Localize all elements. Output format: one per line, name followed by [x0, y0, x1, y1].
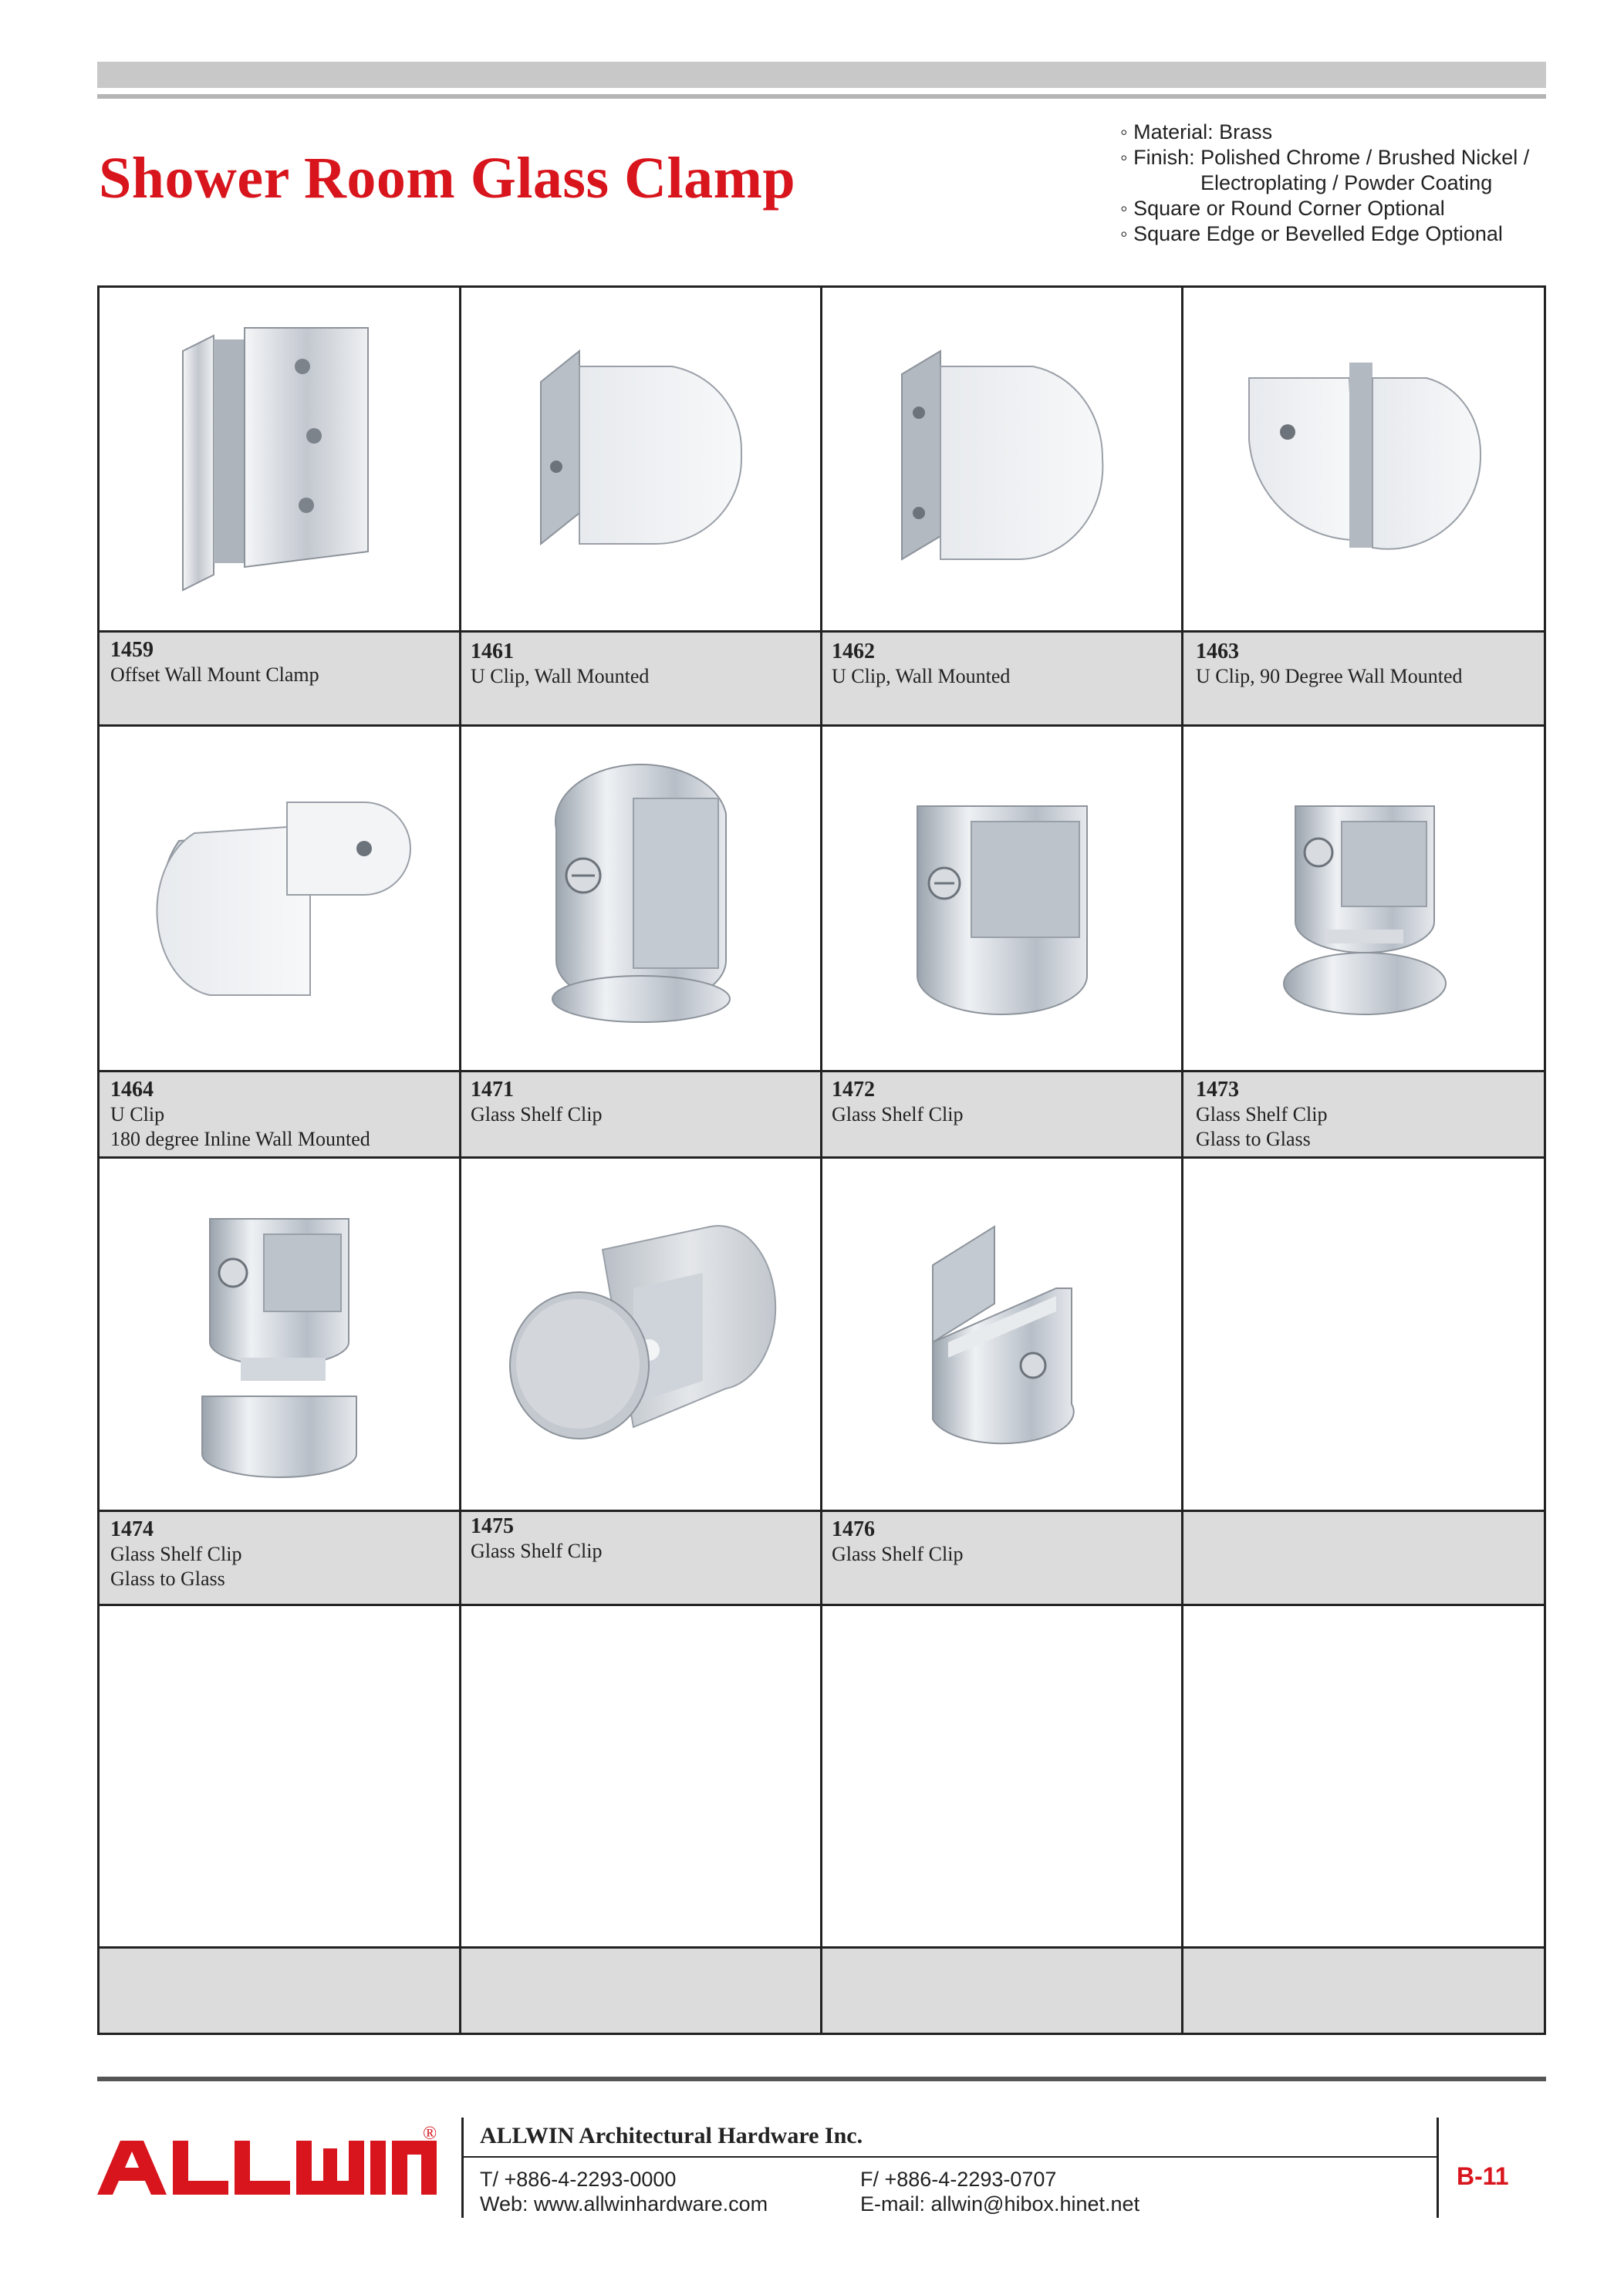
- fax-number: F/ +886-4-2293-0707: [860, 2168, 1057, 2191]
- company-name: ALLWIN Architectural Hardware Inc.: [480, 2123, 863, 2148]
- product-grid: [97, 285, 1546, 2035]
- product-caption: [110, 1517, 241, 1591]
- u-clip-90-icon: [1183, 288, 1546, 630]
- shelf-clip-round-icon: [461, 727, 820, 1070]
- product-caption: [110, 638, 319, 687]
- product-code: 1459: [110, 638, 154, 662]
- product-code: 1463: [1196, 640, 1239, 663]
- phone-number: T/ +886-4-2293-0000: [480, 2168, 677, 2191]
- product-code: 1464: [110, 1078, 154, 1102]
- product-caption: [110, 1078, 370, 1152]
- product-caption: [1196, 640, 1462, 689]
- product-code: 1473: [1196, 1078, 1239, 1102]
- product-caption: [471, 1078, 602, 1127]
- u-clip-180-icon: [100, 727, 459, 1070]
- product-caption: [832, 1517, 963, 1567]
- product-caption: [471, 640, 649, 689]
- footer-rule: [97, 2077, 1546, 2081]
- product-desc: Glass Shelf Clip: [110, 1543, 242, 1565]
- product-caption: [471, 1514, 602, 1564]
- shelf-clip-glass-to-glass-icon: [100, 1159, 459, 1510]
- shelf-clip-glass-to-glass-icon: [1183, 727, 1546, 1070]
- spec-finish: ◦ Finish: Polished Chrome / Brushed Nickel /: [1120, 146, 1530, 169]
- website-link[interactable]: Web: www.allwinhardware.com: [480, 2192, 768, 2216]
- product-desc: Glass Shelf Clip: [1196, 1103, 1328, 1126]
- product-code: 1475: [471, 1514, 514, 1538]
- u-clip-square-icon: [822, 288, 1181, 630]
- footer-divider: [463, 2156, 1437, 2158]
- product-desc: Glass to Glass: [1196, 1128, 1311, 1150]
- shelf-clip-icon: [822, 727, 1181, 1070]
- product-desc: Glass Shelf Clip: [832, 1543, 964, 1565]
- product-desc: Glass Shelf Clip: [471, 1540, 603, 1562]
- spec-material: ◦ Material: Brass: [1120, 120, 1273, 143]
- header-rule: [97, 94, 1546, 99]
- product-caption: [1196, 1078, 1327, 1152]
- page-number: B-11: [1457, 2162, 1509, 2190]
- product-desc: Offset Wall Mount Clamp: [110, 663, 319, 686]
- product-desc: U Clip, Wall Mounted: [471, 665, 650, 687]
- product-code: 1461: [471, 640, 514, 663]
- u-clip-icon: [461, 288, 820, 630]
- shelf-clip-flat-icon: [822, 1159, 1181, 1510]
- email-link[interactable]: E-mail: allwin@hibox.hinet.net: [860, 2192, 1140, 2216]
- brand-logo: [97, 2125, 437, 2214]
- product-code: 1472: [832, 1078, 875, 1102]
- product-code: 1474: [110, 1517, 154, 1541]
- spec-corner: ◦ Square or Round Corner Optional: [1120, 197, 1445, 220]
- product-code: 1471: [471, 1078, 514, 1102]
- product-code: 1476: [832, 1517, 875, 1541]
- shelf-clip-cylinder-icon: [461, 1159, 820, 1510]
- registered-mark: ®: [423, 2125, 437, 2144]
- product-code: 1462: [832, 640, 875, 663]
- offset-hinge-clamp-icon: [100, 288, 459, 630]
- spec-list: [1120, 120, 1529, 247]
- spec-finish-continued: Electroplating / Powder Coating: [1200, 171, 1493, 194]
- spec-edge: ◦ Square Edge or Bevelled Edge Optional: [1120, 222, 1503, 245]
- footer-divider: [1437, 2118, 1439, 2218]
- product-desc: 180 degree Inline Wall Mounted: [110, 1128, 370, 1150]
- footer-divider: [461, 2118, 464, 2218]
- product-desc: U Clip, Wall Mounted: [832, 665, 1011, 687]
- page-title: Shower Room Glass Clamp: [99, 146, 796, 211]
- product-desc: Glass Shelf Clip: [832, 1103, 964, 1126]
- product-caption: [832, 1078, 963, 1127]
- product-desc: Glass Shelf Clip: [471, 1103, 603, 1126]
- product-desc: Glass to Glass: [110, 1568, 225, 1590]
- product-desc: U Clip, 90 Degree Wall Mounted: [1196, 665, 1463, 687]
- product-caption: [832, 640, 1010, 689]
- header-bar: [97, 62, 1546, 88]
- product-desc: U Clip: [110, 1103, 165, 1126]
